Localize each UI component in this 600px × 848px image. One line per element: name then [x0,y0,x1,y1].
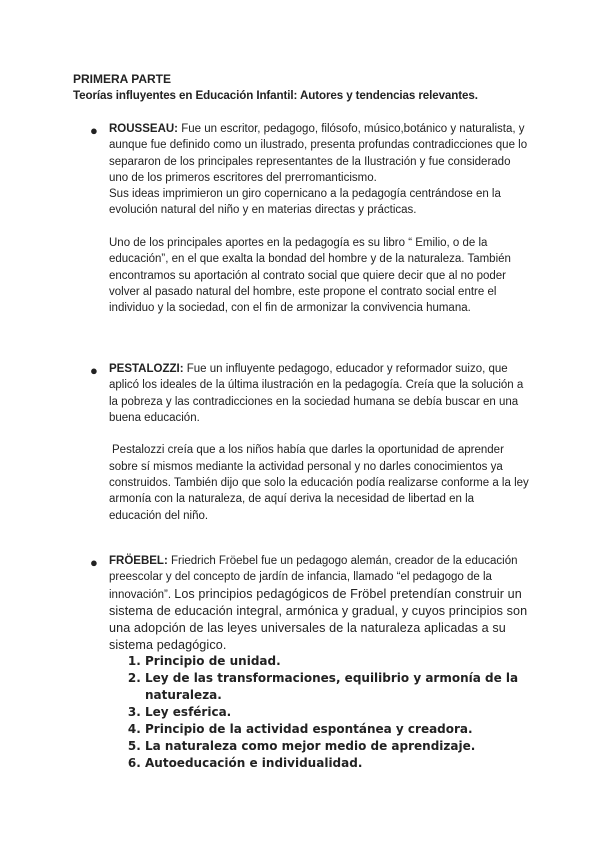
rousseau-paragraph-2: Sus ideas imprimieron un giro copernicano a la pedagogía centrándose en la evolución natural del niño y en materias directas y prácticas. [109,188,501,217]
pestalozzi-text-1: Fue un influyente pedagogo, educador y reformador suizo, que aplicó los ideales de la última ilustración en la pedagogía. Creía que la solución a la pobreza y las contradicciones en la sociedad humana se debía buscar en una buena educación. [109,363,524,424]
froebel-paragraph-1 [109,553,529,655]
list-item: 1. Principio de unidad. [145,653,575,670]
froebel-text-1b: Los principios pedagógicos de Fröbel pretendían construir un sistema de educación integral, armónica y gradual, y cuyos principios son una adopción de las leyes universales de la naturaleza aplicadas a su sistema pedagógico. [109,586,528,653]
bullet-icon: ● [90,555,98,570]
pestalozzi-section [109,361,529,524]
froebel-text-1a: Friedrich Fröebel fue un pedagogo alemán, creador de la educación preescolar y del concepto de jardín de infancia, llamado “el pedagogo de la innovación”. [109,555,518,601]
rousseau-name: ROUSSEAU: [109,123,179,135]
rousseau-paragraph-3: Uno de los principales aportes en la pedagogía es su libro “ Emilio, o de la educación”, en el que exalta la bondad del hombre y de la naturaleza. También encontramos su aportación al contrato social que quiere decir que al no poder volver al pasado natural del hombre, este propone el contrato social entre el individuo y la sociedad, con el fin de armonizar la convivencia humana. [109,237,511,315]
pestalozzi-paragraph-2: Pestalozzi creía que a los niños había que darles la oportunidad de aprender sobre sí mismos mediante la actividad personal y no darles conocimientos ya construidos. También dijo que solo la educación podía realizarse conforme a la ley armonía con la naturaleza, de aquí deriva la necesidad de libertad en la educación del niño. [109,444,529,522]
rousseau-text-1: Fue un escritor, pedagogo, filósofo, músico,botánico y naturalista, y aunque fue definido como un ilustrado, presenta profundas contradicciones que lo separaron de los principales representantes de la Ilustración y fue considerado uno de los primeros escritores del prerromanticismo. [109,123,528,184]
list-item: 2. Ley de las transformaciones, equilibrio y armonía de la naturaleza. [145,670,575,704]
list-item: 3. Ley esférica. [145,704,575,721]
list-item: 4. Principio de la actividad espontánea y creadora. [145,721,575,738]
rousseau-section [109,121,529,317]
pestalozzi-paragraph-1 [109,361,529,426]
rousseau-paragraph-1 [109,121,529,186]
list-item: 6. Autoeducación e individualidad. [145,755,575,772]
froebel-name: FRÖEBEL: [109,555,168,567]
froebel-principles-list [109,653,575,772]
froebel-section [109,553,529,655]
bullet-icon: ● [90,363,98,378]
list-item: 5. La naturaleza como mejor medio de aprendizaje. [145,738,575,755]
document-subtitle: Teorías influyentes en Educación Infantil: Autores y tendencias relevantes. [73,89,478,102]
pestalozzi-name: PESTALOZZI: [109,363,184,375]
part-title: PRIMERA PARTE [73,72,172,86]
bullet-icon: ● [90,123,98,138]
